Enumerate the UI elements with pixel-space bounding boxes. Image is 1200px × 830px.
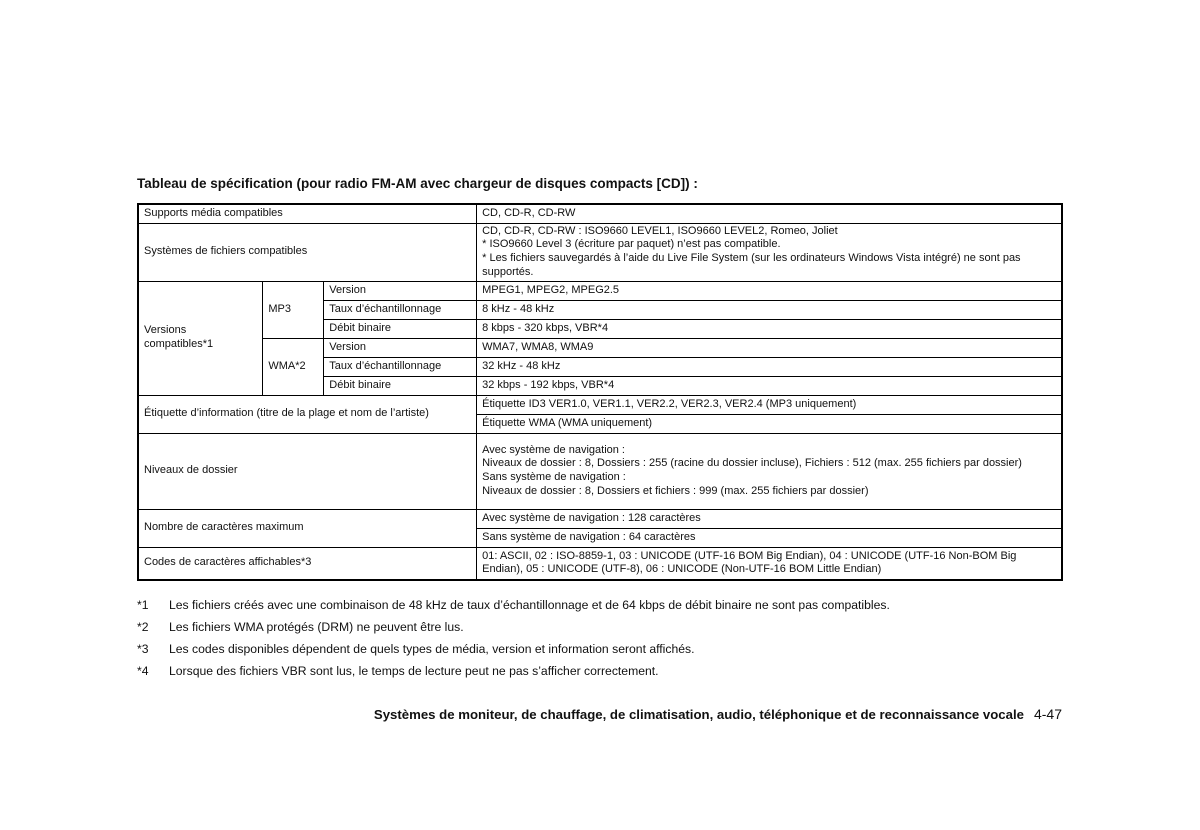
footnote-mark: *2: [137, 620, 149, 634]
fs-line: * Les fichiers sauvegardés à l’aide du Live File System (sur les ordinateurs Windows Vista intégré) ne sont pas supportés.: [482, 252, 1021, 278]
wma-key: Débit binaire: [324, 376, 477, 395]
page-footer: [374, 706, 1062, 722]
section-title: Systèmes de moniteur, de chauffage, de climatisation, audio, téléphonique et de reconnaissance vocale: [373, 707, 1024, 722]
mp3-key: Version: [324, 281, 477, 300]
maxchar-value: Avec système de navigation : 128 caractères: [477, 509, 1062, 528]
table-row: [138, 509, 1062, 528]
specification-table: [137, 203, 1063, 581]
tag-value: Étiquette WMA (WMA uniquement): [477, 414, 1062, 433]
tag-label: Étiquette d’information (titre de la plage et nom de l’artiste): [138, 395, 477, 433]
mp3-key: Débit binaire: [324, 319, 477, 338]
mp3-value: 8 kHz - 48 kHz: [477, 300, 1062, 319]
mp3-value: MPEG1, MPEG2, MPEG2.5: [477, 281, 1062, 300]
codes-label: Codes de caractères affichables*3: [138, 547, 477, 580]
mp3-value: 8 kbps - 320 kbps, VBR*4: [477, 319, 1062, 338]
wma-value: WMA7, WMA8, WMA9: [477, 338, 1062, 357]
footnote-text: Les fichiers créés avec une combinaison de 48 kHz de taux d’échantillonnage et de 64 kbps de débit binaire ne sont pas compatibles.: [169, 598, 890, 612]
versions-label: [138, 281, 263, 395]
mp3-key: Taux d’échantillonnage: [324, 300, 477, 319]
folder-value: [477, 433, 1062, 509]
footnote-text: Les fichiers WMA protégés (DRM) ne peuvent être lus.: [169, 620, 464, 634]
folder-line: Avec système de navigation :: [482, 443, 625, 456]
footnote-mark: *4: [137, 664, 149, 678]
maxchar-label: Nombre de caractères maximum: [138, 509, 477, 547]
codes-value: 01: ASCII, 02 : ISO-8859-1, 03 : UNICODE (UTF-16 BOM Big Endian), 04 : UNICODE (UTF-16 Non-BOM Big Endian), 05 : UNICODE (UTF-8), 06 : UNICODE (Non-UTF-16 BOM Little Endian): [477, 547, 1062, 580]
table-row: [138, 433, 1062, 509]
folder-line: Niveaux de dossier : 8, Dossiers : 255 (racine du dossier incluse), Fichiers : 512 (max. 255 fichiers par dossier): [482, 457, 1022, 470]
table-row: [138, 338, 1062, 357]
footnote-mark: *3: [137, 642, 149, 656]
versions-label-line: Versions: [144, 324, 187, 337]
folder-label: Niveaux de dossier: [138, 433, 477, 509]
mp3-label: MP3: [263, 281, 324, 338]
media-value: CD, CD-R, CD-RW: [477, 204, 1062, 223]
fs-line: * ISO9660 Level 3 (écriture par paquet) n’est pas compatible.: [482, 238, 781, 251]
footnote: [137, 660, 1067, 682]
fs-value: [477, 223, 1062, 281]
footnote-text: Lorsque des fichiers VBR sont lus, le temps de lecture peut ne pas s’afficher correctement.: [169, 664, 659, 678]
media-label: Supports média compatibles: [138, 204, 477, 223]
wma-value: 32 kHz - 48 kHz: [477, 357, 1062, 376]
fs-label: Systèmes de fichiers compatibles: [138, 223, 477, 281]
wma-label: WMA*2: [263, 338, 324, 395]
wma-key: Taux d’échantillonnage: [324, 357, 477, 376]
footnotes: [137, 594, 1067, 682]
tag-value: Étiquette ID3 VER1.0, VER1.1, VER2.2, VER2.3, VER2.4 (MP3 uniquement): [477, 395, 1062, 414]
folder-line: Sans système de navigation :: [482, 471, 626, 483]
folder-line: Niveaux de dossier : 8, Dossiers et fichiers : 999 (max. 255 fichiers par dossier): [482, 484, 869, 497]
page-number: 4-47: [1033, 706, 1062, 722]
table-row: [138, 204, 1062, 223]
table-row: [138, 547, 1062, 580]
maxchar-value: Sans système de navigation : 64 caractères: [477, 528, 1062, 547]
fs-line: CD, CD-R, CD-RW : ISO9660 LEVEL1, ISO9660 LEVEL2, Romeo, Joliet: [482, 224, 838, 237]
wma-value: 32 kbps - 192 kbps, VBR*4: [477, 376, 1062, 395]
table-row: [138, 395, 1062, 414]
table-row: [138, 281, 1062, 300]
table-title: Tableau de spécification (pour radio FM-AM avec chargeur de disques compacts [CD]) :: [137, 176, 698, 191]
wma-key: Version: [324, 338, 477, 357]
versions-label-line: compatibles*1: [144, 338, 214, 350]
table-row: [138, 223, 1062, 281]
footnote-mark: *1: [137, 598, 149, 612]
footnote: [137, 594, 1067, 616]
footnote: [137, 616, 1067, 638]
footnote: [137, 638, 1067, 660]
footnote-text: Les codes disponibles dépendent de quels types de média, version et information seront affichés.: [169, 642, 695, 656]
